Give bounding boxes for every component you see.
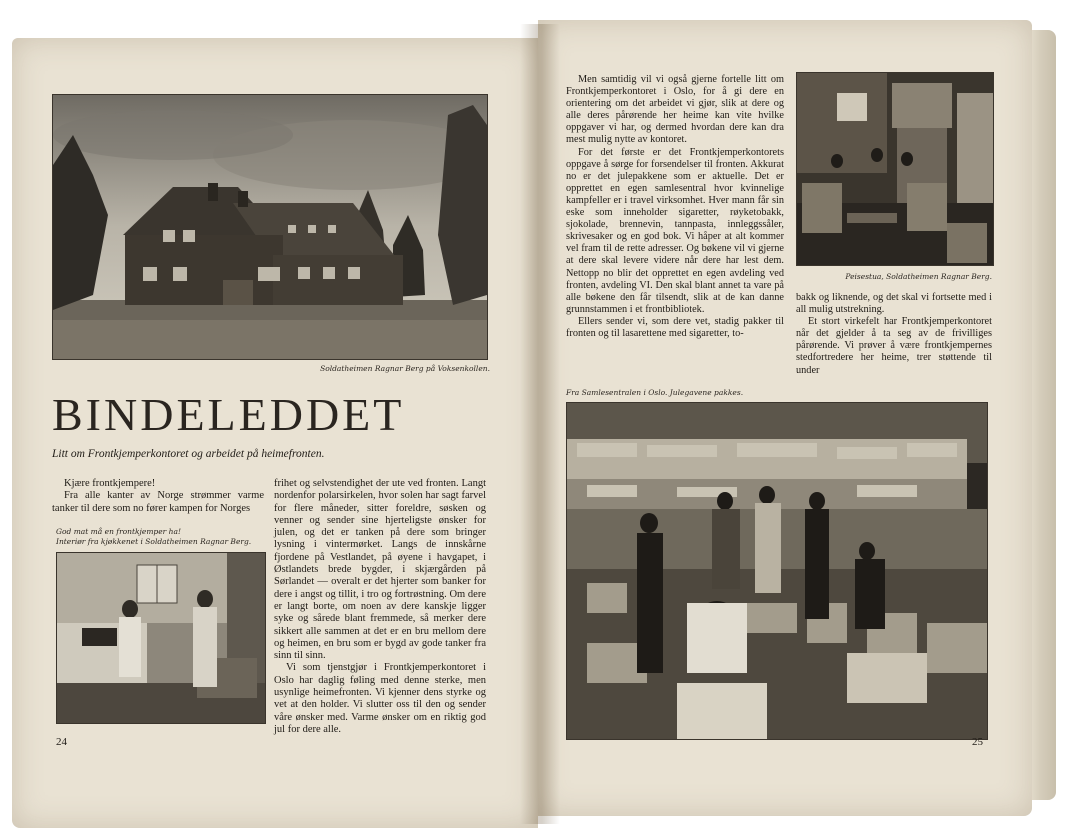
- left-col2-paragraph-2: Vi som tjenstgjør i Frontkjemperkontoret i Oslo har daglig føling med denne sterke, men usynlige heimefronten. Vi kjenner dens styrke og vet at den holder. Vi slutter oss til den og sender våre ønsker med. Varme ønsker om en riktig god jul for dere alle.: [274, 662, 486, 735]
- left-column-1: [52, 478, 264, 515]
- kitchen-photo-caption: [56, 527, 266, 547]
- intro-paragraph: Fra alle kanter av Norge strømmer varme tanker til dere som no fører kampen for Norges: [52, 490, 264, 514]
- right-col1-paragraph-3: Ellers sender vi, som dere vet, stadig pakker til fronten og til lasarettene med sigaretter, to-: [566, 315, 784, 339]
- kitchen-caption-line2: Interiør fra kjøkkenet i Soldatheimen Ragnar Berg.: [56, 537, 252, 546]
- packing-photo-caption: Fra Samlesentralen i Oslo. Julegavene pakkes.: [566, 388, 744, 397]
- house-photo-caption: Soldatheimen Ragnar Berg på Voksenkollen.: [320, 364, 490, 373]
- lounge-photo: [796, 72, 994, 266]
- page-number-left: 24: [56, 736, 67, 748]
- kitchen-caption-line1: God mat må en frontkjemper ha!: [56, 527, 181, 536]
- lounge-photo-caption: Peisestua, Soldatheimen Ragnar Berg.: [845, 272, 992, 281]
- left-column-2: [274, 478, 486, 736]
- page-edges: [1030, 30, 1056, 800]
- right-col1-paragraph-2: For det første er det Frontkjemperkontorets oppgave å sørge for forsendelser til fronten. Akkurat no er det julepakkene som er aktuelle. Det er opprettet en egen samlesentral hvor kvinnelige kampfeller er i travel virksomhet. Hver mann får sin eske som inneholder sigaretter, røyketobakk, sjokolade, brennevin, tannpasta, innleggssåler, skrivesaker og en god bok. Vi håper at alt kommer vel fram til de rette adresser. Og bøkene vil vi gjerne at dere skal levere videre når dere har lest dem. Nettopp no blir det opprettet en egen avdeling ved fronten, avdeling VI. Den skal blant annet ta vare på alle bøkene den får tilsendt, slik at de kan danne grunnstammen i et frontbibliotek.: [566, 146, 784, 315]
- article-title: BINDELEDDET: [52, 389, 405, 440]
- kitchen-photo: [56, 552, 266, 724]
- right-column-1: [566, 74, 784, 340]
- house-photo: [52, 94, 488, 360]
- right-col2-paragraph-1: bakk og liknende, og det skal vi fortsette med i all mulig utstrekning.: [796, 292, 992, 316]
- right-column-2: [796, 292, 992, 377]
- packing-photo: [566, 402, 988, 740]
- greeting: Kjære frontkjempere!: [64, 478, 156, 489]
- article-subtitle: Litt om Frontkjemperkontoret og arbeidet på heimefronten.: [52, 448, 325, 460]
- right-col1-paragraph-1: Men samtidig vil vi også gjerne fortelle litt om Frontkjemperkontoret i Oslo, for å gi dere en orientering om det arbeidet vi gjør, slik at dere og alle deres pårørende her heime kan vite hvilke oppgaver vi har, og dermed hvordan dere kan dra mest mulig nytte av kontoret.: [566, 74, 784, 146]
- left-col2-paragraph-1: frihet og selvstendighet der ute ved fronten. Langt nordenfor polarsirkelen, hvor solen har sagt farvel for flere måneder, sitter foreldre, søsken og venner og sender sine hjerteligste ønsker for julen, og det er tanken på dere som bringer lysning i vintermørket. Langs de innskårne fjordene på Vestlandet, på øyene i havgapet, i Østlandets brede bygder, i skjærgården på Sørlandet — overalt er det hjerter som banker for dere i angst og tillit, i tro og fortrøstning. Om dere er langt borte, om noen av dere kanskje ligger syke og sårede blant fremmede, så merker dere sikkert alle sammen at det er en bru mellom dere og heimen, en bru som er bygd av gode tanker fra sinn til sinn.: [274, 478, 486, 662]
- right-col2-paragraph-2: Et stort virkefelt har Frontkjemperkontoret når det gjelder å ta seg av de frivilliges pårørende. Vi prøver å være frontkjempernes stedfortredere her heime, trer støttende til under: [796, 316, 992, 376]
- page-number-right: 25: [972, 736, 983, 748]
